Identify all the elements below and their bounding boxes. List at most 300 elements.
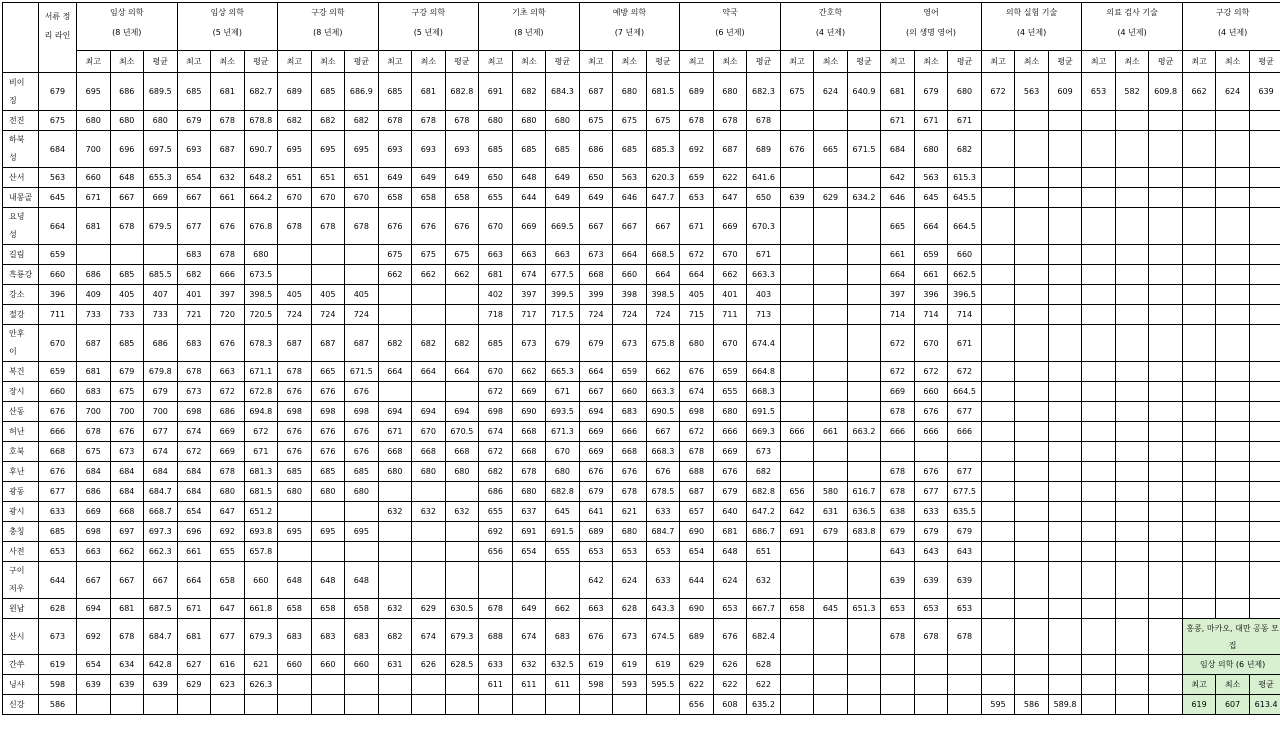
score-cell — [1249, 362, 1280, 382]
score-cell — [1249, 422, 1280, 442]
score-cell — [1015, 362, 1049, 382]
score-cell: 678 — [278, 362, 312, 382]
score-cell: 402 — [479, 285, 513, 305]
score-cell: 686 — [110, 73, 144, 111]
score-cell — [981, 462, 1015, 482]
score-cell — [1182, 188, 1216, 208]
score-cell: 678.3 — [244, 325, 278, 362]
score-cell: 680 — [914, 131, 948, 168]
score-cell: 662 — [646, 362, 680, 382]
score-cell — [1216, 265, 1250, 285]
score-cell — [1015, 422, 1049, 442]
score-cell: 690.5 — [646, 402, 680, 422]
score-cell — [412, 542, 446, 562]
group-term: (5 년제) — [381, 23, 477, 43]
score-cell: 678 — [77, 422, 111, 442]
score-cell — [378, 382, 412, 402]
score-cell: 670 — [479, 362, 513, 382]
score-cell: 673 — [579, 245, 613, 265]
region-cell — [3, 188, 39, 208]
score-cell — [1149, 482, 1183, 502]
score-cell — [1149, 168, 1183, 188]
score-cell: 724 — [278, 305, 312, 325]
score-cell: 698 — [680, 402, 714, 422]
score-cell: 608 — [713, 695, 747, 715]
score-cell: 653 — [914, 599, 948, 619]
score-cell: 695 — [278, 522, 312, 542]
score-cell: 651.2 — [244, 502, 278, 522]
score-cell — [445, 562, 479, 599]
score-cell: 626 — [412, 655, 446, 675]
score-cell: 622 — [713, 675, 747, 695]
score-cell: 682.4 — [747, 619, 781, 655]
score-cell — [1149, 562, 1183, 599]
score-cell: 672 — [244, 422, 278, 442]
score-cell — [1048, 362, 1082, 382]
score-cell: 693.5 — [546, 402, 580, 422]
score-cell: 675 — [646, 111, 680, 131]
region-name: 광동 — [9, 483, 36, 501]
score-cell — [981, 208, 1015, 245]
score-cell: 648 — [311, 562, 345, 599]
score-cell — [278, 502, 312, 522]
score-cell — [981, 111, 1015, 131]
table-row — [3, 208, 1280, 245]
region-name: 하북 — [9, 131, 36, 149]
score-cell — [1216, 325, 1250, 362]
table-row — [3, 675, 1280, 695]
score-cell — [881, 695, 915, 715]
score-cell: 398.5 — [646, 285, 680, 305]
score-cell — [1115, 502, 1149, 522]
score-cell: 663 — [77, 542, 111, 562]
score-cell: 669 — [211, 422, 245, 442]
score-cell: 648.2 — [244, 168, 278, 188]
score-cell: 676 — [780, 131, 814, 168]
score-cell: 666 — [211, 265, 245, 285]
score-cell — [847, 362, 881, 382]
score-cell: 403 — [747, 285, 781, 305]
score-cell — [814, 675, 848, 695]
score-cell: 698 — [479, 402, 513, 422]
score-cell — [1149, 655, 1183, 675]
score-cell: 683 — [77, 382, 111, 402]
score-cell — [1015, 285, 1049, 305]
score-cell: 679 — [579, 482, 613, 502]
score-cell — [814, 265, 848, 285]
score-cell: 671 — [948, 111, 982, 131]
note-sub-label: 최고 — [1182, 675, 1216, 695]
score-cell — [981, 245, 1015, 265]
score-cell — [814, 402, 848, 422]
score-cell: 678 — [747, 111, 781, 131]
score-cell: 668.3 — [646, 442, 680, 462]
score-cell — [1048, 522, 1082, 542]
score-cell: 632 — [211, 168, 245, 188]
score-cell: 640 — [713, 502, 747, 522]
region-name: 복건 — [9, 363, 36, 381]
score-cell: 682.8 — [747, 482, 781, 502]
score-cell — [1182, 442, 1216, 462]
group-name: 임상 의학 — [79, 3, 175, 23]
score-cell: 678 — [479, 599, 513, 619]
score-cell: 674 — [479, 422, 513, 442]
score-cell — [1149, 285, 1183, 305]
score-cell — [1216, 168, 1250, 188]
region-cell — [3, 245, 39, 265]
score-cell — [1182, 562, 1216, 599]
score-cell — [1149, 111, 1183, 131]
score-cell — [1048, 542, 1082, 562]
header-group — [1082, 3, 1183, 51]
score-cell: 668 — [512, 442, 546, 462]
table-row — [3, 382, 1280, 402]
score-cell: 683 — [177, 325, 211, 362]
table-row — [3, 245, 1280, 265]
score-cell: 677 — [948, 402, 982, 422]
score-cell: 683 — [546, 619, 580, 655]
score-cell — [914, 675, 948, 695]
score-cell: 681 — [177, 619, 211, 655]
score-cell: 682 — [378, 325, 412, 362]
region-name: 성 — [9, 226, 36, 244]
score-cell — [1082, 382, 1116, 402]
score-cell: 675 — [110, 382, 144, 402]
score-cell — [780, 305, 814, 325]
score-cell — [780, 462, 814, 482]
group-name: 구강 의학 — [1185, 3, 1280, 23]
table-row — [3, 402, 1280, 422]
score-cell: 688 — [680, 462, 714, 482]
score-cell: 665 — [881, 208, 915, 245]
score-cell: 633 — [479, 655, 513, 675]
score-cell — [445, 482, 479, 502]
score-cell: 675 — [445, 245, 479, 265]
score-cell: 678 — [345, 208, 379, 245]
score-cell — [780, 245, 814, 265]
score-cell: 685 — [311, 462, 345, 482]
score-cell: 639 — [881, 562, 915, 599]
score-cell — [1048, 325, 1082, 362]
header-sub-label: 최소 — [1015, 51, 1049, 73]
score-cell: 658 — [278, 599, 312, 619]
score-cell: 669 — [579, 442, 613, 462]
table-row — [3, 168, 1280, 188]
score-cell: 683 — [278, 619, 312, 655]
score-cell — [1149, 675, 1183, 695]
score-cell: 643 — [914, 542, 948, 562]
score-cell: 672 — [479, 442, 513, 462]
score-cell — [1015, 402, 1049, 422]
score-cell: 660 — [914, 382, 948, 402]
score-cell: 407 — [144, 285, 178, 305]
score-cell: 670 — [412, 422, 446, 442]
score-cell: 678 — [110, 208, 144, 245]
score-cell: 681 — [110, 599, 144, 619]
score-cell — [1182, 362, 1216, 382]
score-cell — [1082, 675, 1116, 695]
score-cell — [847, 675, 881, 695]
score-cell: 671.5 — [847, 131, 881, 168]
region-cell — [3, 542, 39, 562]
score-cell: 676 — [914, 402, 948, 422]
score-cell: 664.8 — [747, 362, 781, 382]
score-cell — [780, 402, 814, 422]
score-cell — [1082, 305, 1116, 325]
score-cell — [546, 695, 580, 715]
score-cell: 682.8 — [445, 73, 479, 111]
score-cell — [1015, 522, 1049, 542]
score-cell: 664 — [177, 562, 211, 599]
score-cell: 660 — [948, 245, 982, 265]
score-cell: 653 — [948, 599, 982, 619]
score-cell — [378, 285, 412, 305]
score-cell: 671 — [378, 422, 412, 442]
score-cell — [412, 285, 446, 305]
document-line-cell: 664 — [39, 208, 77, 245]
document-line-cell: 645 — [39, 188, 77, 208]
score-cell — [780, 168, 814, 188]
score-cell: 694 — [579, 402, 613, 422]
score-cell: 678 — [311, 208, 345, 245]
score-cell: 675 — [77, 442, 111, 462]
score-cell — [1216, 462, 1250, 482]
score-cell — [1115, 131, 1149, 168]
score-cell — [814, 208, 848, 245]
score-cell: 653 — [713, 599, 747, 619]
score-cell — [1015, 655, 1049, 675]
score-cell — [1015, 542, 1049, 562]
score-cell: 670.3 — [747, 208, 781, 245]
score-cell: 635.5 — [948, 502, 982, 522]
score-cell: 667 — [77, 562, 111, 599]
score-cell: 679 — [948, 522, 982, 542]
score-cell — [847, 442, 881, 462]
header-sub-label: 최고 — [981, 51, 1015, 73]
region-cell — [3, 522, 39, 542]
score-cell — [311, 542, 345, 562]
score-cell: 398 — [613, 285, 647, 305]
score-cell — [914, 442, 948, 462]
score-cell: 631 — [378, 655, 412, 675]
score-cell — [1249, 305, 1280, 325]
score-cell: 668 — [512, 422, 546, 442]
score-cell: 648 — [345, 562, 379, 599]
score-cell: 660 — [278, 655, 312, 675]
score-cell: 678 — [948, 619, 982, 655]
score-cell: 632 — [747, 562, 781, 599]
score-cell: 676 — [613, 462, 647, 482]
score-cell — [1015, 382, 1049, 402]
score-cell — [1216, 422, 1250, 442]
score-cell: 680 — [110, 111, 144, 131]
score-cell — [445, 305, 479, 325]
score-cell: 698 — [77, 522, 111, 542]
score-cell — [512, 695, 546, 715]
score-cell: 624 — [613, 562, 647, 599]
score-cell — [1182, 131, 1216, 168]
score-cell: 676 — [445, 208, 479, 245]
header-group — [378, 3, 479, 51]
score-cell: 656 — [780, 482, 814, 502]
score-cell — [1015, 675, 1049, 695]
header-group — [77, 3, 178, 51]
score-cell: 685 — [110, 325, 144, 362]
score-cell — [847, 695, 881, 715]
score-cell: 669 — [512, 382, 546, 402]
score-cell: 675 — [613, 111, 647, 131]
region-name: 전진 — [9, 112, 36, 130]
score-cell: 664 — [445, 362, 479, 382]
score-cell: 692 — [77, 619, 111, 655]
score-cell — [1082, 402, 1116, 422]
score-cell: 665.3 — [546, 362, 580, 382]
score-cell — [914, 655, 948, 675]
score-cell — [1249, 502, 1280, 522]
score-cell: 662 — [378, 265, 412, 285]
score-cell — [244, 695, 278, 715]
score-cell: 682.8 — [546, 482, 580, 502]
score-cell: 669 — [512, 208, 546, 245]
score-cell: 622 — [713, 168, 747, 188]
group-term: (8 년제) — [79, 23, 175, 43]
score-cell: 666 — [780, 422, 814, 442]
score-cell: 678 — [211, 111, 245, 131]
header-sub-label: 최고 — [1082, 51, 1116, 73]
region-name: 비이 — [9, 74, 36, 92]
region-cell — [3, 422, 39, 442]
score-cell: 678 — [512, 462, 546, 482]
score-cell: 672 — [680, 245, 714, 265]
score-cell: 665 — [311, 362, 345, 382]
score-cell: 397 — [211, 285, 245, 305]
score-cell — [1082, 325, 1116, 362]
score-cell: 635.2 — [747, 695, 781, 715]
table-row — [3, 562, 1280, 599]
score-cell: 643 — [948, 542, 982, 562]
score-cell — [1182, 168, 1216, 188]
header-sub-label: 최고 — [177, 51, 211, 73]
score-cell: 680 — [546, 462, 580, 482]
score-cell — [1082, 562, 1116, 599]
score-cell: 659 — [613, 362, 647, 382]
score-cell: 647 — [211, 502, 245, 522]
score-cell: 679 — [914, 522, 948, 542]
score-cell — [881, 675, 915, 695]
header-sub-label: 최소 — [211, 51, 245, 73]
score-cell: 681 — [479, 265, 513, 285]
score-cell — [1015, 442, 1049, 462]
score-cell: 680 — [613, 522, 647, 542]
score-cell: 672 — [680, 422, 714, 442]
score-cell — [780, 619, 814, 655]
score-cell: 660 — [311, 655, 345, 675]
score-cell: 685.5 — [144, 265, 178, 285]
score-cell — [814, 362, 848, 382]
group-term: (5 년제) — [180, 23, 276, 43]
score-cell: 661 — [881, 245, 915, 265]
score-cell: 665 — [814, 131, 848, 168]
header-sub-label: 최소 — [512, 51, 546, 73]
score-cell: 644 — [512, 188, 546, 208]
score-cell: 405 — [680, 285, 714, 305]
table-row — [3, 482, 1280, 502]
table-row — [3, 73, 1280, 111]
score-cell: 679 — [546, 325, 580, 362]
score-cell: 405 — [311, 285, 345, 305]
score-cell: 678 — [914, 619, 948, 655]
score-cell — [1149, 305, 1183, 325]
score-cell — [1015, 305, 1049, 325]
score-cell: 715 — [680, 305, 714, 325]
score-cell: 405 — [278, 285, 312, 305]
score-cell: 653 — [881, 599, 915, 619]
score-cell — [814, 442, 848, 462]
score-cell — [445, 542, 479, 562]
table-row — [3, 619, 1280, 655]
score-cell — [780, 325, 814, 362]
score-cell — [1182, 245, 1216, 265]
score-cell: 656 — [680, 695, 714, 715]
score-cell: 624 — [814, 73, 848, 111]
header-group — [881, 3, 982, 51]
score-cell — [1015, 245, 1049, 265]
score-cell — [1082, 245, 1116, 265]
score-cell: 693 — [445, 131, 479, 168]
score-cell — [211, 695, 245, 715]
score-cell — [847, 305, 881, 325]
score-cell: 405 — [345, 285, 379, 305]
score-cell: 632 — [378, 599, 412, 619]
score-cell: 648 — [278, 562, 312, 599]
score-cell: 733 — [144, 305, 178, 325]
region-cell — [3, 695, 39, 715]
score-cell: 639 — [948, 562, 982, 599]
score-cell: 607 — [1216, 695, 1250, 715]
region-name: 요녕 — [9, 208, 36, 226]
score-cell — [412, 562, 446, 599]
header-sub-label: 최고 — [881, 51, 915, 73]
score-cell: 662.5 — [948, 265, 982, 285]
score-cell: 671.1 — [244, 362, 278, 382]
score-cell: 639 — [144, 675, 178, 695]
header-group — [479, 3, 580, 51]
score-cell — [144, 245, 178, 265]
score-cell: 679 — [177, 111, 211, 131]
header-group — [177, 3, 278, 51]
score-cell: 693 — [177, 131, 211, 168]
score-cell: 680 — [479, 111, 513, 131]
score-cell: 700 — [144, 402, 178, 422]
region-cell — [3, 482, 39, 502]
score-cell: 684 — [177, 482, 211, 502]
score-cell: 678 — [881, 462, 915, 482]
score-cell: 695 — [311, 131, 345, 168]
score-cell — [278, 695, 312, 715]
score-cell: 724 — [646, 305, 680, 325]
score-cell: 655.3 — [144, 168, 178, 188]
score-cell — [1015, 208, 1049, 245]
score-cell: 682.3 — [747, 73, 781, 111]
score-cell: 563 — [1015, 73, 1049, 111]
score-cell: 686 — [579, 131, 613, 168]
score-cell — [1182, 305, 1216, 325]
score-cell: 648 — [512, 168, 546, 188]
score-cell — [77, 695, 111, 715]
score-cell — [1149, 245, 1183, 265]
score-cell: 676 — [211, 325, 245, 362]
score-cell — [881, 442, 915, 462]
